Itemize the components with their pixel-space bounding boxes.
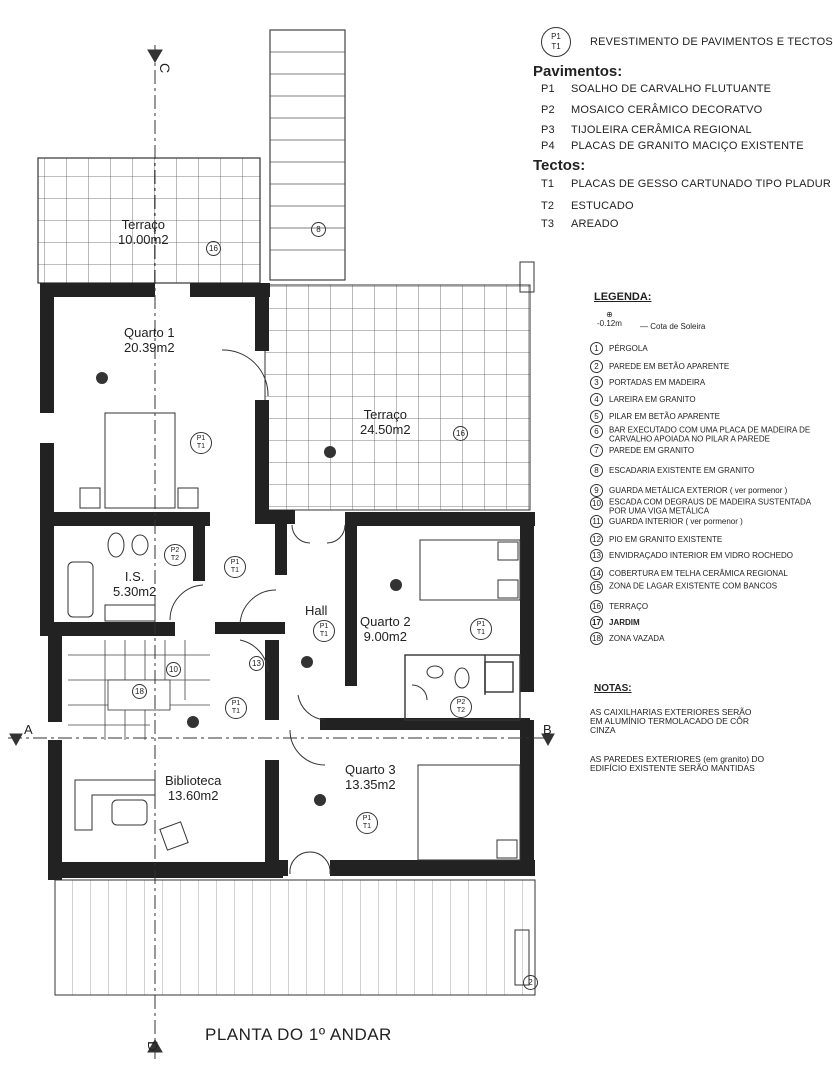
exterior-staircase (270, 30, 345, 280)
tecto-item: T2 ESTUCADO (541, 200, 634, 212)
terrace-large-floor (265, 262, 534, 510)
section-mark-b: B (543, 722, 552, 737)
room-is: I.S. 5.30m2 (113, 569, 157, 599)
legend-item: 11 GUARDA INTERIOR ( ver pormenor ) (590, 515, 743, 528)
legend-item: 16 TERRAÇO (590, 600, 648, 613)
bed-quarto-2 (420, 540, 520, 600)
legend-item: 12 PIO EM GRANITO EXISTENTE (590, 533, 722, 546)
marker-stairs-ext: 8 (311, 222, 326, 237)
finish-tag: P1 T1 (356, 812, 378, 834)
soleira-circle-icon: ⊕ (606, 310, 613, 319)
marker-guarda: 10 (166, 662, 181, 677)
pergola-bottom (55, 880, 535, 995)
soleira-symbol (597, 310, 622, 328)
marker-zona-vazada: 18 (132, 684, 147, 699)
soleira-label: — Cota de Soleira (640, 322, 706, 331)
tectos-heading: Tectos: (533, 157, 586, 174)
legend-item: 3 PORTADAS EM MADEIRA (590, 376, 705, 389)
marker-envidracado: 13 (249, 656, 264, 671)
pavimentos-heading: Pavimentos: (533, 63, 623, 80)
finish-tag: P1 T1 (190, 432, 212, 454)
legend-item: 13 ENVIDRAÇADO INTERIOR EM VIDRO ROCHEDO (590, 549, 793, 562)
room-terraco-large: Terraço 24.50m2 (360, 407, 411, 437)
finish-tag: P2 T2 (450, 696, 472, 718)
legend-item: 18 ZONA VAZADA (590, 632, 664, 645)
notas-heading: NOTAS: (594, 683, 632, 694)
room-quarto-1: Quarto 1 20.39m2 (124, 325, 175, 355)
finish-tag: P1 T1 (313, 620, 335, 642)
tecto-item: T1 PLACAS DE GESSO CARTUNADO TIPO PLADUR (541, 178, 832, 190)
soleira-value: -0.12m (597, 319, 622, 328)
pavimento-item: P2 MOSAICO CERÂMICO DECORATVO (541, 104, 763, 116)
legend-item: 2 PAREDE EM BETÃO APARENTE (590, 360, 729, 373)
legenda-heading: LEGENDA: (594, 291, 652, 303)
legend-item: 15 ZONA DE LAGAR EXISTENTE COM BANCOS (590, 581, 820, 594)
bed-quarto-3 (418, 765, 520, 860)
legend-item: 4 LAREIRA EM GRANITO (590, 393, 696, 406)
marker-parede: 2 (523, 975, 538, 990)
legend-item: 10 ESCADA COM DEGRAUS DE MADEIRA SUSTENTADA POR UMA VIGA METÁLICA (590, 497, 820, 516)
room-hall: Hall (305, 603, 328, 618)
room-quarto-3: Quarto 3 13.35m2 (345, 762, 396, 792)
plan-title: PLANTA DO 1º ANDAR (205, 1025, 392, 1044)
badge-top: P1 (551, 32, 561, 41)
legend-item: 7 PAREDE EM GRANITO (590, 444, 694, 457)
pavimento-item: P1 SOALHO DE CARVALHO FLUTUANTE (541, 83, 772, 95)
finish-legend-badge (541, 27, 571, 57)
section-mark-a: A (24, 722, 33, 737)
finish-tag: P1 T1 (225, 697, 247, 719)
bed-quarto-1 (80, 413, 198, 508)
legend-item: 8 ESCADARIA EXISTENTE EM GRANITO (590, 464, 754, 477)
section-mark-d: D (145, 1040, 162, 1052)
tecto-item: T3 AREADO (541, 218, 619, 230)
marker-terraco-small: 16 (206, 241, 221, 256)
finish-tag: P2 T2 (164, 544, 186, 566)
finish-tag: P1 T1 (224, 556, 246, 578)
room-terraco-small: Terraço 10.00m2 (118, 217, 169, 247)
badge-bottom: T1 (551, 42, 561, 51)
pavimento-item: P3 TIJOLEIRA CERÂMICA REGIONAL (541, 124, 752, 136)
nota-2: AS PAREDES EXTERIORES (em granito) DO EDIFÍCIO EXISTENTE SERÃO MANTIDAS (590, 754, 765, 773)
pavimento-item: P4 PLACAS DE GRANITO MACIÇO EXISTENTE (541, 140, 804, 152)
finish-tag: P1 T1 (470, 618, 492, 640)
legend-item: 5 PILAR EM BETÃO APARENTE (590, 410, 720, 423)
legend-item: 9 GUARDA METÁLICA EXTERIOR ( ver pormenor ) (590, 484, 787, 497)
section-mark-c: C (157, 62, 174, 74)
legend-item: 14 COBERTURA EM TELHA CERÂMICA REGIONAL (590, 567, 788, 580)
nota-1: AS CAIXILHARIAS EXTERIORES SERÃO EM ALUMÍNIO TERMOLACADO DE CÔR CINZA (590, 707, 752, 735)
legend-item: 6 BAR EXECUTADO COM UMA PLACA DE MADEIRA DE CARVALHO APOIADA NO PILAR A PAREDE (590, 425, 820, 444)
finish-legend-title: REVESTIMENTO DE PAVIMENTOS E TECTOS (590, 36, 833, 48)
marker-terraco-large: 16 (453, 426, 468, 441)
legend-item: 1 PÉRGOLA (590, 342, 648, 355)
room-biblioteca: Biblioteca 13.60m2 (165, 773, 222, 803)
room-quarto-2: Quarto 2 9.00m2 (360, 614, 411, 644)
legend-item: 17 JARDIM (590, 616, 640, 629)
